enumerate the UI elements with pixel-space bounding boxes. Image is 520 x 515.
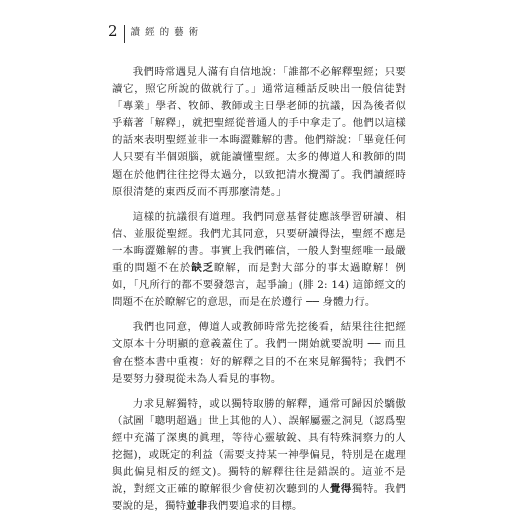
paragraph-text: 力求見解獨特，或以獨特取勝的解釋，通常可歸因於驕傲（試圖「聰明超過」世上其他的人）、誤解屬靈之洞見（認爲聖經中充滿了深奧的眞理，等待心靈敏銳、具有特殊洞察力的人挖掘)，或既定的利益（需要支持某一神學偏見，特別是在處理與此偏見相反的經文)。獨特的解釋往往是錯誤的。這並不是說，對經文正確的瞭解很少會使初次聽到的人 [112,397,406,496]
page-header [108,24,199,43]
paragraph-text: 瞭解，而是對大部分的事太過瞭解！例如，「凡所行的都不要發怨言，起爭論」(腓 2: 14) 這節經文的問題不在於瞭解它的意思，而是在於遵行 ── 身體力行。 [112,262,406,309]
header-divider [124,25,125,43]
paragraph [112,209,406,312]
page-number: 2 [108,22,118,40]
emphasis-text: 並非 [186,500,208,513]
paragraph-text: 這樣的抗議很有道理。我們同意基督徒應該學習研讀、相信、並服從聖經。我們尤其同意，只要研讀得法，聖經不應是一本晦澀難解的書。事實上我們確信，一般人對聖經唯一最嚴重的問題不在於 [112,210,406,275]
emphasis-text: 缺乏 [191,262,215,275]
paragraph [112,319,406,387]
paragraph-text: 我們也同意，傳道人或教師時常先挖後看，結果往往把經文原本十分明顯的意義蓋住了。我們一開始就要說明 ── 而且會在整本書中重複：好的解釋之目的不在來見解獨特；我們不是要努力發現從未為人看見的事物。 [112,321,406,385]
paragraph [112,396,406,515]
emphasis-text: 覺得 [330,483,352,496]
running-title: 讀 經 的 藝 術 [130,27,200,38]
paragraph-text: 獨特。我們要說的是，獨特 [112,483,407,513]
body-text [112,64,406,515]
paragraph-text: 我們時常遇見人滿有自信地說：「誰都不必解釋聖經；只要讀它，照它所說的做就行了。」通常這種話反映出一般信徒對「專業」學者、牧師、教師或主日學老師的抗議，因為後者似乎藉著「解釋」，就把聖經從普通人的手中拿走了。他們以這樣的話來表明聖經並非一本晦澀難解的書。他們辯說：「畢竟任何人只要有半個頭腦，就能讀懂聖經。太多的傳道人和教師的問題在於他們往往挖得太過分，以致把清水攪濁了。我們讀經時原很清楚的東西反而不再那麼清楚。」 [112,66,406,198]
paragraph-text: 我們要追求的目標。 [207,500,303,513]
paragraph [112,64,406,201]
